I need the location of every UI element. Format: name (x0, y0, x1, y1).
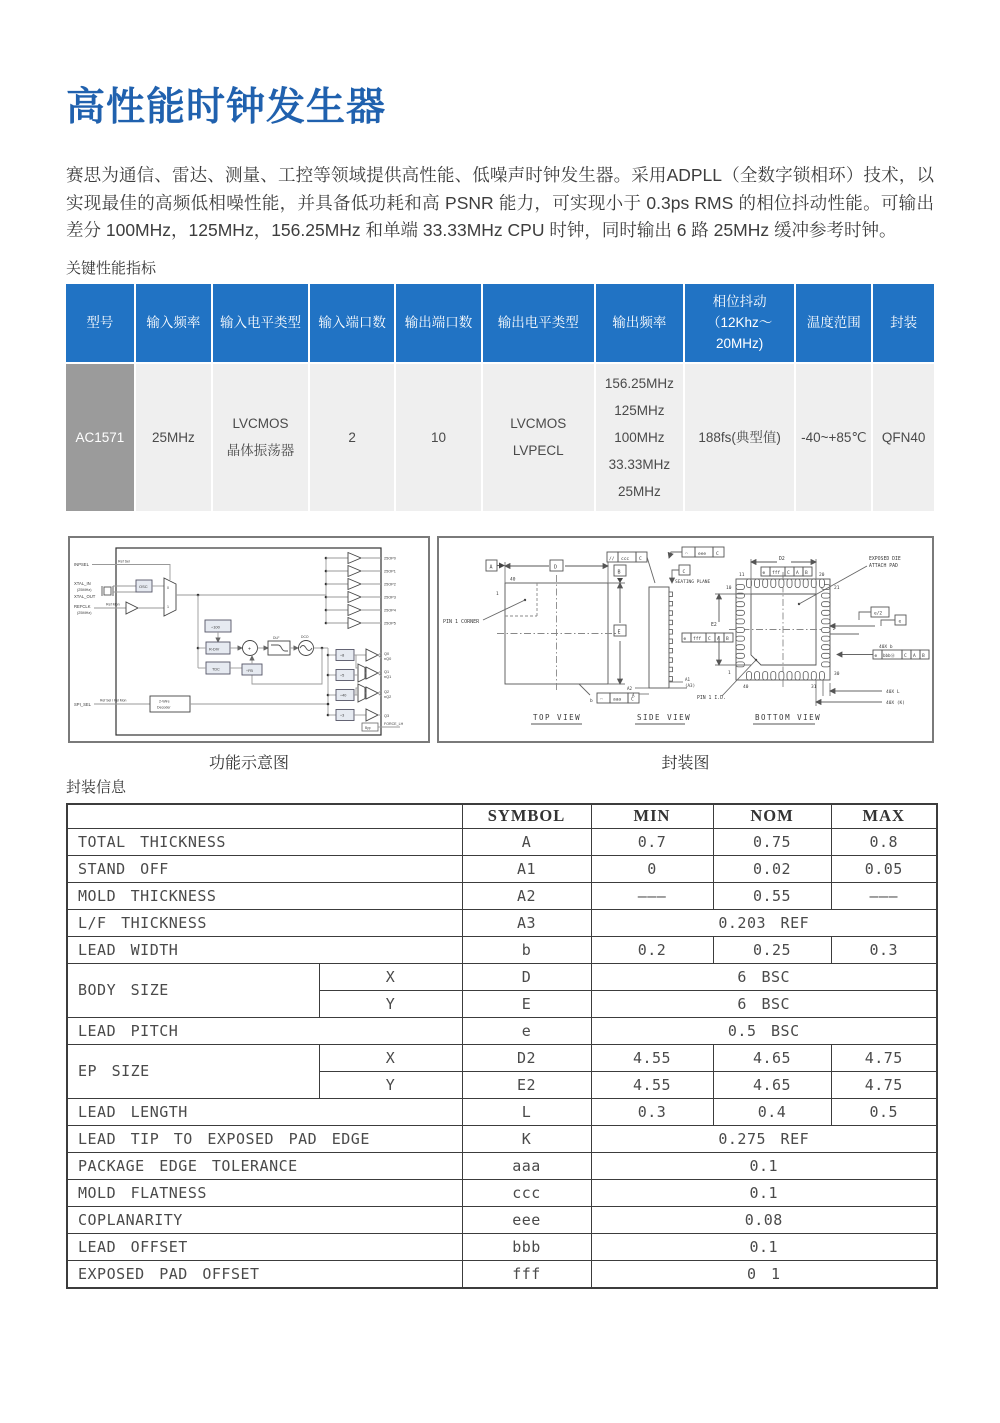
package-table-cell: 4.55 (591, 1071, 713, 1098)
package-table-cell: ——— (591, 882, 713, 909)
odiv-label-1: ÷5 (340, 673, 345, 678)
refclk-buffer-icon (126, 602, 138, 614)
package-table-cell: STAND OFF (67, 855, 462, 882)
package-table-cell: TOTAL THICKNESS (67, 828, 462, 855)
loop-filter-block (268, 641, 290, 655)
package-table-cell: ——— (831, 882, 937, 909)
package-table-cell: 0.8 (831, 828, 937, 855)
osc-label: OSC (139, 583, 148, 589)
functional-diagram-svg (70, 538, 428, 741)
package-table-cell: 6 BSC (591, 963, 937, 990)
frame-bbb: bbbⓂ (883, 652, 895, 658)
dim-a2: A2 (627, 685, 633, 691)
package-table-cell: 0.25 (713, 936, 831, 963)
mux-1: 1 (167, 604, 169, 609)
package-table-header-cell: SYMBOL (462, 804, 591, 829)
pin-11: 11 (739, 572, 745, 578)
package-table-cell: EXPOSED PAD OFFSET (67, 1260, 462, 1288)
buf-out-label-4: 25OP4 (384, 608, 396, 613)
note-40x-k: 40X (K) (886, 700, 905, 706)
package-table-cell: K (462, 1125, 591, 1152)
package-table-cell: ccc (462, 1179, 591, 1206)
package-table-cell: MOLD FLATNESS (67, 1179, 462, 1206)
crystal-icon (102, 586, 113, 596)
output-dividers (327, 649, 354, 720)
exposed-pad-label-2: ATTACH PAD (869, 563, 898, 569)
package-table-cell: 0 (591, 855, 713, 882)
package-table-row-9 (67, 1044, 937, 1071)
functional-caption: 功能示意图 (208, 754, 289, 772)
spec-cell-3: 2 (308, 364, 394, 511)
spec-cell-2: LVCMOS 晶体振荡器 (211, 364, 308, 511)
package-table-cell: Y (319, 1071, 462, 1098)
package-table-row-8 (67, 1017, 937, 1044)
package-table-header-cell: MIN (591, 804, 713, 829)
dim-a1: A1 (685, 676, 691, 682)
datum-a: A (489, 564, 493, 570)
package-table-cell: e (462, 1017, 591, 1044)
package-table-row-13 (67, 1152, 937, 1179)
frame-b-c: C (904, 653, 907, 659)
page-title: 高性能时钟发生器 (66, 86, 387, 129)
package-table-row-17 (67, 1260, 937, 1288)
package-table-cell: LEAD TIP TO EXPOSED PAD EDGE (67, 1125, 462, 1152)
package-table-cell: MOLD THICKNESS (67, 882, 462, 909)
package-table-cell: LEAD LENGTH (67, 1098, 462, 1125)
spec-header-cell-7: 相位抖动 （12Khz～ 20MHz) (683, 284, 794, 362)
spec-cell-6: 156.25MHz 125MHz 100MHz 33.33MHz 25MHz (594, 364, 683, 511)
figure-captions (68, 750, 934, 773)
decoder-label-1: 2-Wire (159, 699, 170, 703)
package-table-cell: 4.55 (591, 1044, 713, 1071)
out-q0: Q0 (384, 651, 390, 656)
spec-header-cell-9: 封装 (871, 284, 933, 362)
package-table-cell: 6 BSC (591, 990, 937, 1017)
package-table-row-11 (67, 1098, 937, 1125)
decoder-block (150, 696, 190, 712)
package-table-row-15 (67, 1206, 937, 1233)
frame-e2-a: A (717, 636, 720, 642)
package-table-cell: LEAD WIDTH (67, 936, 462, 963)
datasheet-page (66, 76, 934, 1289)
spec-header-cell-8: 温度范围 (794, 284, 871, 362)
pin-30: 30 (834, 671, 840, 677)
rdiv-label: R-DIV (209, 647, 220, 651)
dim-a-side: A (632, 692, 635, 698)
package-table-cell: D (462, 963, 591, 990)
package-table-cell: PACKAGE EDGE TOLERANCE (67, 1152, 462, 1179)
datum-b: B (617, 569, 621, 575)
note-40x-l: 40X L (886, 689, 900, 695)
package-table-cell: X (319, 1044, 462, 1071)
frame-d2-c: C (787, 570, 790, 576)
pin1-corner-label: PIN 1 CORNER (443, 618, 480, 625)
top-pin1: 1 (496, 591, 499, 597)
buf-out-label-5: 25OP5 (384, 621, 396, 626)
out-q3: Q3 (384, 713, 390, 718)
spec-header-cell-3: 输入端口数 (308, 284, 394, 362)
package-table-header-cell: MAX (831, 804, 937, 829)
parallel-glyph: // (609, 556, 615, 562)
package-table-cell: D2 (462, 1044, 591, 1071)
spec-header-cell-2: 输入电平类型 (211, 284, 308, 362)
seating-c: C (682, 569, 686, 575)
package-table-cell: 0.55 (713, 882, 831, 909)
frame-ccc: ccc (621, 556, 630, 562)
package-table-cell: 0 1 (591, 1260, 937, 1288)
package-table-row-5 (67, 936, 937, 963)
dim-e2: E2 (711, 622, 717, 628)
package-table-cell: 4.75 (831, 1044, 937, 1071)
spec-cell-9: QFN40 (871, 364, 933, 511)
package-table-cell: 0.08 (591, 1206, 937, 1233)
dim-d: D (554, 564, 558, 570)
pin-31: 31 (811, 684, 817, 690)
arc-glyph-side: ◠ (685, 551, 688, 557)
package-table-row-6 (67, 963, 937, 990)
package-table-cell: 0.75 (713, 828, 831, 855)
buffer-bank (325, 552, 396, 628)
package-table-cell: 0.1 (591, 1233, 937, 1260)
frame-d2-a: A (796, 570, 799, 576)
seating-plane-label: SEATING PLANE (675, 579, 711, 585)
frame-fff-d2: fff (772, 570, 781, 576)
div100-label: ÷100 (211, 624, 220, 629)
xtal-in-label: XTAL_IN (74, 580, 91, 586)
pos-glyph-b: ⊕ (874, 653, 878, 659)
dim-e-pitch: e (898, 619, 902, 624)
package-table-cell: 0.7 (591, 828, 713, 855)
out-q1: Q1 (384, 669, 390, 674)
odiv-label-0: ÷8 (340, 653, 345, 658)
spec-cell-7: 188fs(典型值) (683, 364, 794, 511)
out-nq0: nQ0 (384, 656, 392, 661)
ref-mon-label: Ref Mon (106, 602, 120, 606)
pin-21: 21 (834, 585, 840, 591)
package-table-cell: 0.1 (591, 1152, 937, 1179)
package-table-cell: 4.65 (713, 1044, 831, 1071)
buf-out-label-2: 25OP2 (384, 582, 396, 587)
package-diagram (437, 536, 934, 743)
package-table-cell: L (462, 1098, 591, 1125)
note-40x-b: 40X b (879, 644, 893, 650)
refclk-freq-label: (25MHz) (77, 610, 92, 615)
dlf-label: DLF (273, 635, 280, 640)
package-table-cell: 0.3 (831, 936, 937, 963)
spec-header-cell-6: 输出频率 (594, 284, 683, 362)
intro-paragraph: 赛思为通信、雷达、测量、工控等领域提供高性能、低噪声时钟发生器。采用ADPLL（全数字锁相环）技术，以实现最佳的高频低相噪性能，并具备低功耗和高 PSNR 能力，可实现小于 0.3ps RMS 的相位抖动性能。可输出差分 100MHz，125MHz，156.25MHz 和单端 33.33MHz CPU 时钟，同时输出 6 路 25MHz 缓冲参考时钟。 (66, 165, 934, 240)
frame-d2-b: B (805, 570, 808, 576)
force-lh-label: FORCE_LH (384, 721, 404, 726)
package-table-cell: 0.05 (831, 855, 937, 882)
out-q2: Q2 (384, 689, 390, 694)
dim-a3: (A3) (685, 682, 696, 688)
spec-header-cell-4: 输出端口数 (394, 284, 481, 362)
spi-label: SPI_SEL (74, 701, 91, 707)
ctrl-label: Ref Sel / Pol Mon (100, 698, 127, 702)
pin1-id-label: PIN 1 I.D. (697, 695, 726, 701)
ref-sel-label: Ref Sel (118, 559, 130, 563)
pin-40: 40 (743, 684, 749, 690)
package-table-header-cell: NOM (713, 804, 831, 829)
pfd-label: + (248, 646, 251, 652)
dim-d2: D2 (779, 556, 785, 562)
frame-e2-b: B (726, 636, 729, 642)
arc-glyph-top: ◠ (600, 697, 603, 702)
functional-diagram (68, 536, 430, 743)
package-dimension-table (66, 803, 938, 1289)
package-table-cell: 4.65 (713, 1071, 831, 1098)
frame-ccc-c: C (639, 556, 642, 562)
package-table-cell: 4.75 (831, 1071, 937, 1098)
pin-10: 10 (726, 585, 732, 591)
package-section-label: 封装信息 (66, 778, 127, 796)
package-table-cell: 0.5 (831, 1098, 937, 1125)
package-table-header-cell (67, 804, 462, 829)
pos-glyph-e2: ⊕ (683, 636, 687, 642)
byp-label: Byp (365, 725, 371, 730)
package-table-row-1 (67, 828, 937, 855)
package-table-cell: E2 (462, 1071, 591, 1098)
buf-out-label-0: 25OP0 (384, 556, 396, 561)
frame-eee-c: C (716, 551, 719, 557)
package-table-cell: COPLANARITY (67, 1206, 462, 1233)
buf-out-label-1: 25OP1 (384, 569, 396, 574)
package-table-row-16 (67, 1233, 937, 1260)
package-caption: 封装图 (661, 754, 710, 772)
spec-cell-4: 10 (394, 364, 481, 511)
package-table-cell: fff (462, 1260, 591, 1288)
spec-header-cell-5: 输出电平类型 (481, 284, 594, 362)
package-table-row-4 (67, 909, 937, 936)
side-view-title: SIDE VIEW (637, 712, 692, 722)
package-table-cell: X (319, 963, 462, 990)
fbdiv-label: ÷FB (246, 668, 253, 673)
pin-20: 20 (819, 572, 825, 578)
spec-section-label: 关键性能指标 (66, 259, 157, 277)
spec-header-row (66, 284, 934, 362)
odiv-label-2: ÷40 (340, 693, 347, 698)
frame-b-b: B (922, 653, 925, 659)
frame-e2-c: C (708, 636, 711, 642)
dim-e-half: e/2 (874, 611, 883, 616)
package-table-cell: b (462, 936, 591, 963)
lead-b-label: b (590, 698, 593, 704)
out-nq2: nQ2 (384, 694, 392, 699)
package-table-cell: aaa (462, 1152, 591, 1179)
package-table-row-3 (67, 882, 937, 909)
input-mux-icon (164, 578, 176, 616)
refclk-label: REFCLK (74, 603, 91, 609)
spec-cell-1: 25MHz (134, 364, 211, 511)
package-table-cell: 0.203 REF (591, 909, 937, 936)
out-nq1: nQ1 (384, 674, 392, 679)
package-table-row-2 (67, 855, 937, 882)
frame-b-a: A (913, 653, 916, 659)
package-table-cell: 0.1 (591, 1179, 937, 1206)
spec-cell-8: -40~+85℃ (794, 364, 871, 511)
spec-body-row (66, 364, 934, 511)
package-table-cell: L/F THICKNESS (67, 909, 462, 936)
spec-cell-0: AC1571 (66, 364, 134, 511)
package-table-body (67, 804, 937, 1288)
package-table-cell: A3 (462, 909, 591, 936)
package-table-cell: EP SIZE (67, 1044, 319, 1098)
package-table-row-14 (67, 1179, 937, 1206)
package-table-cell: eee (462, 1206, 591, 1233)
package-table-cell: E (462, 990, 591, 1017)
buf-out-label-3: 25OP3 (384, 595, 396, 600)
package-table-cell: A2 (462, 882, 591, 909)
frame-aaa-c: C (631, 697, 634, 702)
package-table-cell: Y (319, 990, 462, 1017)
package-table-cell: A1 (462, 855, 591, 882)
frame-fff-e2: fff (693, 636, 702, 642)
odiv-label-3: ÷3 (340, 713, 345, 718)
top-pin40: 40 (510, 577, 516, 582)
spec-header-cell-1: 输入频率 (134, 284, 211, 362)
xtal-out-label: XTAL_OUT (74, 593, 96, 599)
exposed-pad-label-1: EXPOSED DIE (869, 556, 901, 562)
frame-aaa: aaa (613, 697, 622, 702)
package-table-row-12 (67, 1125, 937, 1152)
tdc-label: TDC (212, 667, 220, 671)
package-table-cell: LEAD OFFSET (67, 1233, 462, 1260)
package-table-cell: 0.275 REF (591, 1125, 937, 1152)
pos-glyph-d2: ⊕ (762, 570, 766, 576)
package-table-cell: 0.02 (713, 855, 831, 882)
package-table-cell: BODY SIZE (67, 963, 319, 1017)
package-table-row-0 (67, 804, 937, 829)
package-table-cell: 0.2 (591, 936, 713, 963)
dim-e: E (617, 629, 621, 635)
package-table-cell: LEAD PITCH (67, 1017, 462, 1044)
decoder-label-2: Decoder (157, 705, 171, 709)
dco-label: DCO (301, 634, 309, 639)
package-table-cell: 0.3 (591, 1098, 713, 1125)
package-table-cell: bbb (462, 1233, 591, 1260)
top-view-title: TOP VIEW (533, 712, 582, 722)
frame-eee: eee (698, 551, 707, 557)
out-mux2-icon (358, 684, 365, 702)
key-spec-table (66, 284, 934, 511)
package-table-cell: A (462, 828, 591, 855)
mux-0: 0 (167, 585, 169, 590)
bottom-view-title: BOTTOM VIEW (755, 712, 822, 722)
package-table-cell: 0.4 (713, 1098, 831, 1125)
inpsel-label: INPSEL (74, 561, 89, 567)
package-table-cell: 0.5 BSC (591, 1017, 937, 1044)
figures-row (68, 536, 934, 743)
package-diagram-svg (439, 538, 932, 741)
spec-header-cell-0: 型号 (66, 284, 134, 362)
spec-cell-5: LVCMOS LVPECL (481, 364, 594, 511)
out-mux1-icon (358, 664, 365, 682)
pin-1: 1 (728, 670, 731, 676)
xtal-freq-label: (25MHz) (77, 587, 92, 592)
